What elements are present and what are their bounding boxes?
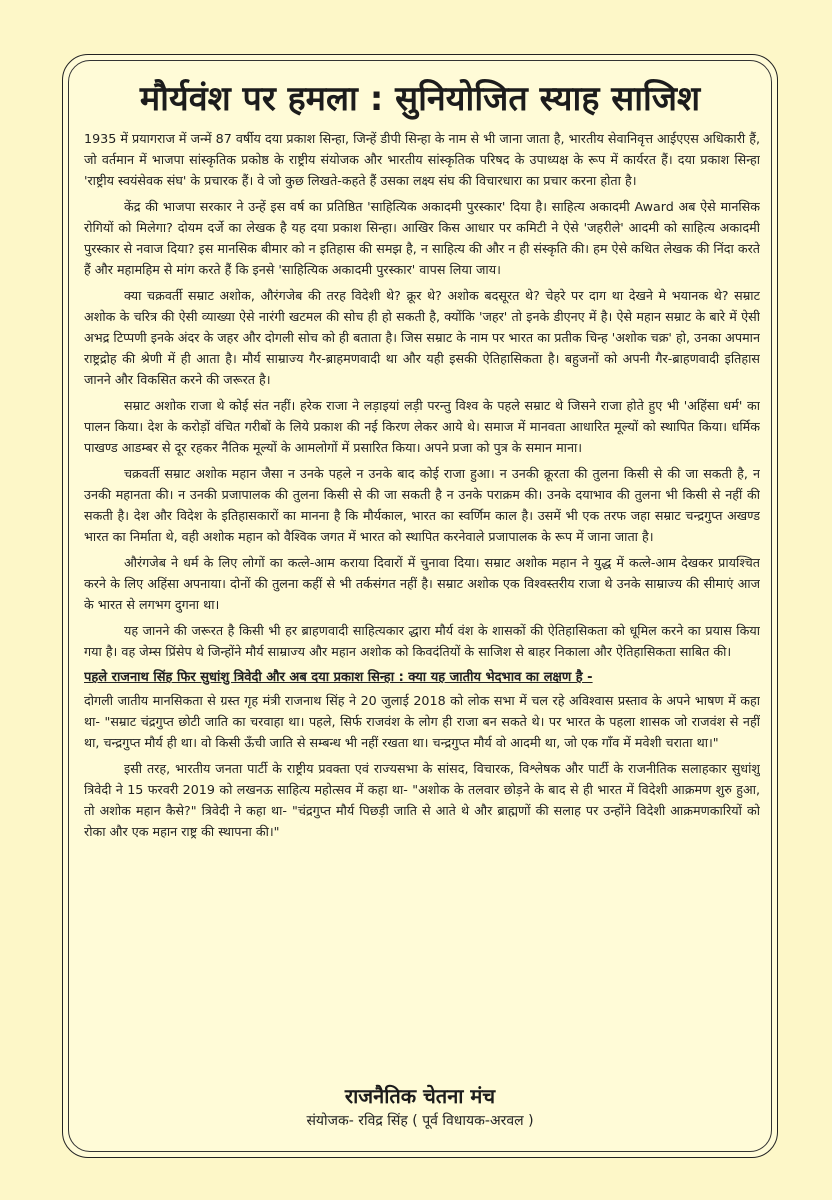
paragraph-4: सम्राट अशोक राजा थे कोई संत नहीं। हरेक राजा ने लड़ाइयां लड़ी परन्तु विश्व के पहले सम्राट थे जिसने राजा होते हुए भी 'अहिंसा धर्म' का पालन किया। देश के करोड़ों वंचित गरीबों के लिये प्रकाश की नई किरण लेकर आये थे। समाज में मानवता आधारित मूल्यों को स्थापित किया। धर्मिक पाखण्ड आडम्बर से दूर रहकर नैतिक मूल्यों के आमलोगों में प्रसारित किया। अपने प्रजा को पुत्र के समान माना।: [84, 398, 760, 455]
signatory-line: संयोजक- रविद्र सिंह ( पूर्व विधायक-अरवल ): [306, 1113, 534, 1129]
paragraph-2: केंद्र की भाजपा सरकार ने उन्हें इस वर्ष का प्रतिष्ठित 'साहित्यिक अकादमी पुरस्कार' दिया है। साहित्य अकादमी Award अब ऐसे मानसिक रोगियों को मिलेगा? दोयम दर्जे का लेखक है यह दया प्रकाश सिन्हा। आखिर किस आधार पर कमिटी ने ऐसे 'जहरीले' आदमी को साहित्य अकादमी पुरस्कार से नवाज दिया? इस मानसिक बीमार को न इतिहास की समझ है, न साहित्य की और न ही संस्कृति की। हम ऐसे कथित लेखक की निंदा करते हैं और महामहिम से मांग करते हैं कि इनसे 'साहित्यिक अकादमी पुरस्कार' वापस लिया जाय।: [84, 199, 760, 277]
paragraph-6: औरंगजेब ने धर्म के लिए लोगों का कत्ले-आम कराया दिवारों में चुनावा दिया। सम्राट अशोक महान ने युद्ध में कत्ले-आम देखकर प्रायश्चित करने के लिए अहिंसा अपनाया। दोनों की तुलना कहीं से भी तर्कसंगत नहीं है। सम्राट अशोक एक विश्वस्तरीय राजा थे उनके साम्राज्य की सीमाएं आज के भारत से लगभग दुगना था।: [84, 555, 760, 612]
article-body: [84, 128, 760, 1088]
paragraph-5: चक्रवर्ती सम्राट अशोक महान जैसा न उनके पहले न उनके बाद कोई राजा हुआ। न उनकी क्रूरता की तुलना किसी से की जा सकती है, न उनकी महानता की। न उनकी प्रजापालक की तुलना किसी से की जा सकती है न उनके पराक्रम की। उनके दयाभाव की तुलना भी किसी से नहीं की सकती है। देश और विदेश के इतिहासकारों का मानना है कि मौर्यकाल, भारत का स्वर्णिम काल है। उसमें भी एक तरफ जहा सम्राट चन्द्रगुप्त अखण्ड भारत का निर्माता थे, वही अशोक महान को वैश्विक जगत में भारत को स्थापित करनेवाले प्रजापालक के रूप में जाना जाता है।: [84, 466, 760, 544]
organization-name: राजनैतिक चेतना मंच: [344, 1084, 496, 1108]
closing-paragraph-1: दोगली जातीय मानसिकता से ग्रस्त गृह मंत्री राजनाथ सिंह ने 20 जुलाई 2018 को लोक सभा में चल रहे अविश्वास प्रस्ताव के अपने भाषण में कहा था- "सम्राट चंद्रगुप्त छोटी जाति का चरवाहा था। पहले, सिर्फ राजवंश के लोग ही राजा बन सकते थे। पर भारत के पहला शासक जो राजवंश से नहीं था, चन्द्रगुप्त मौर्य ही था। वो किसी ऊँची जाति से सम्बन्ध भी नहीं रखता था। चन्द्रगुप्त मौर्य वो आदमी था, जो एक गाँव में मवेशी चराता था।": [84, 693, 760, 750]
closing-paragraph-2: इसी तरह, भारतीय जनता पार्टी के राष्ट्रीय प्रवक्ता एवं राज्यसभा के सांसद, विचारक, विश्लेषक और पार्टी के राजनीतिक सलाहकार सुधांशु त्रिवेदी ने 15 फरवरी 2019 को लखनऊ साहित्य महोत्सव में कहा था- "अशोक के तलवार छोड़ने के बाद से ही भारत में विदेशी आक्रमण शुरु हुआ, तो अशोक महान कैसे?" त्रिवेदी ने कहा था- "चंद्रगुप्त मौर्य पिछड़ी जाति से आते थे और ब्राह्मणों की सलाह पर उन्होंने विदेशी आक्रमणकारियों को रोका और एक महान राष्ट्र की स्थापना की।": [84, 761, 760, 839]
section-subheading: पहले राजनाथ सिंह फिर सुधांशु त्रिवेदी और अब दया प्रकाश सिन्हा : क्या यह जातीय भेदभाव का लक्षण है -: [84, 670, 593, 685]
page-title: मौर्यवंश पर हमला : सुनियोजित स्याह साजिश: [139, 79, 701, 119]
paragraph-1: 1935 में प्रयागराज में जन्में 87 वर्षीय दया प्रकाश सिन्हा, जिन्हें डीपी सिन्हा के नाम से भी जाना जाता है, भारतीय सेवानिवृत्त आईएएस अधिकारी हैं, जो वर्तमान में भाजपा सांस्कृतिक प्रकोष्ठ के राष्ट्रीय संयोजक और भारतीय सांस्कृतिक परिषद के उपाध्यक्ष के रूप में कार्यरत हैं। दया प्रकाश सिन्हा 'राष्ट्रीय स्वयंसेवक संघ' के प्रचारक हैं। वे जो कुछ लिखते-कहते हैं उसका लक्ष्य संघ की विचारधारा का प्रचार करना होता है।: [84, 131, 760, 188]
paragraph-7: यह जानने की जरूरत है किसी भी हर ब्राहणवादी साहित्यकार द्धारा मौर्य वंश के शासकों की ऐतिहासिकता को धूमिल करने का प्रयास किया गया है। वह जेम्स प्रिंसेप थे जिन्होंने मौर्य साम्राज्य और महान अशोक को किवदंतियों के साजिश से बाहर निकाला और ऐतिहासिकता साबित की।: [84, 623, 760, 659]
paragraph-3: क्या चक्रवर्ती सम्राट अशोक, औरंगजेब की तरह विदेशी थे? क्रूर थे? अशोक बदसूरत थे? चेहरे पर दाग था देखने मे भयानक थे? सम्राट अशोक के चरित्र की ऐसी व्याख्या ऐसे नारंगी खटमल की सोच ही हो सकती है, क्योंकि 'जहर' तो इनके डीएनए में है। ऐसे महान सम्राट के बारे में ऐसी अभद्र टिप्पणी इनके अंदर के जहर और दोगली सोच को ही बताता है। जिस सम्राट के नाम पर भारत का प्रतीक चिन्ह 'अशोक चक्र' हो, उनका अपमान राष्ट्रद्रोह की श्रेणी में ही आता है। मौर्य साम्राज्य गैर-ब्राहमणवादी था और यही इसकी ऐतिहासिकता है। बहुजनों को अपनी गैर-ब्राहणवादी इतिहास जानने और विकसित करने की जरूरत है।: [84, 288, 760, 387]
